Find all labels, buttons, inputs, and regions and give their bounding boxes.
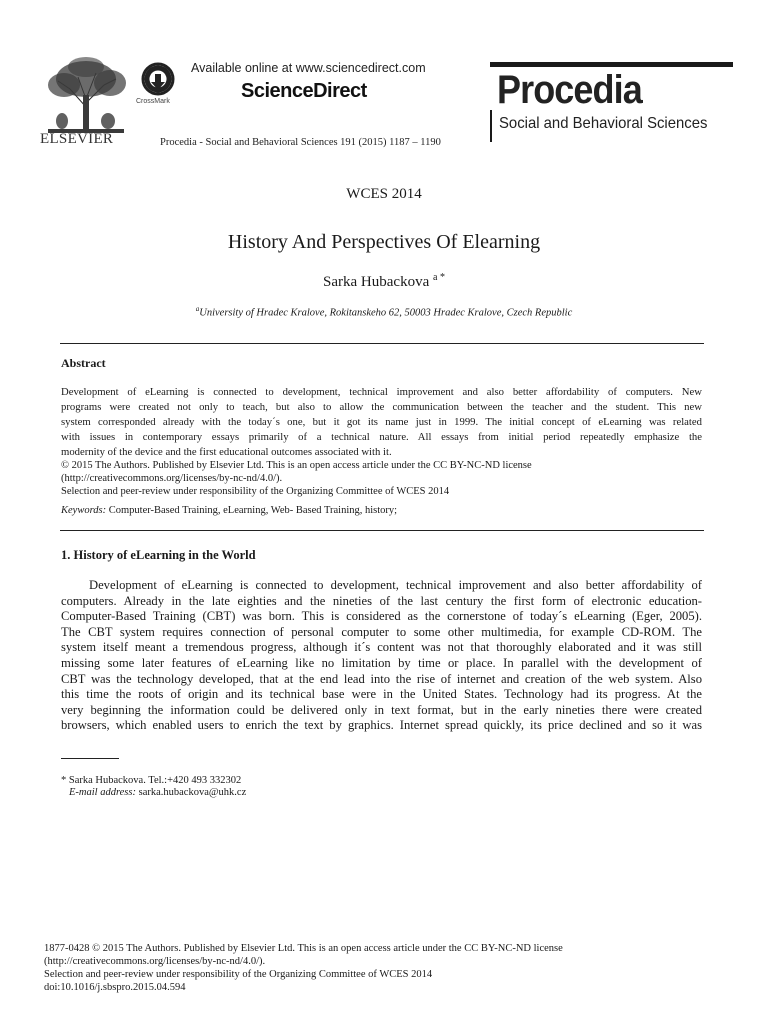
abstract-line: system corresponded already with the today´s one, but it got its name just in 1999. The initial concept of eLearning was related: [61, 416, 702, 428]
abstract-bottom-rule: [60, 530, 704, 531]
paragraph-line: The CBT system requires connection of personal computer to some other multimedia, for example CD-ROM. The: [61, 624, 702, 639]
footnote-contact: * Sarka Hubackova. Tel.:+420 493 332302: [61, 775, 242, 786]
footnote-email-line: [69, 787, 246, 798]
procedia-logo-subtitle: Social and Behavioral Sciences: [499, 115, 708, 132]
paragraph-line: missing some later features of eLearning like no limitation by time or place. In parallel with the development of: [61, 655, 702, 670]
author-name: Sarka Hubackova: [323, 274, 430, 290]
procedia-top-bar: [490, 62, 733, 67]
footer-license-link[interactable]: (http://creativecommons.org/licenses/by-nc-nd/4.0/).: [44, 956, 266, 967]
crossmark-label: CrossMark: [136, 98, 170, 105]
paragraph-line: CBT was the technology developed, that at the end lead into the rise of internet and creation of the web system. Also: [61, 671, 702, 686]
available-online-link[interactable]: Available online at www.sciencedirect.com: [191, 61, 426, 75]
keywords-label: Keywords:: [61, 505, 107, 516]
footer-review: Selection and peer-review under responsibility of the Organizing Committee of WCES 2014: [44, 969, 433, 980]
abstract-body: [61, 385, 702, 460]
publisher-name: ELSEVIER: [40, 131, 114, 147]
paragraph-line: computers. Already in the late eighties and the nineties of the last century the first form of electronic education-: [61, 593, 702, 608]
abstract-line: programs were created not only to teach, but also to allow the communication between the teacher and the student. This new: [61, 401, 702, 413]
email-address[interactable]: sarka.hubackova@uhk.cz: [135, 787, 247, 798]
affiliation-text: University of Hradec Kralove, Rokitanskeho 62, 50003 Hradec Kralove, Czech Republic: [199, 307, 573, 319]
paragraph-line: system itself meant a tremendous progress, although it´s content was not that thoroughly elaborated and it was still: [61, 640, 702, 655]
section-paragraph: [61, 578, 702, 734]
footer-doi[interactable]: doi:10.1016/j.sbspro.2015.04.594: [44, 982, 186, 993]
procedia-side-rule: [490, 110, 492, 142]
journal-citation: Procedia - Social and Behavioral Sciences 191 (2015) 1187 – 1190: [160, 137, 441, 148]
abstract-line: modernity of the device and the first educational outcomes associated with it.: [61, 446, 392, 458]
author-superscript: a *: [433, 272, 445, 283]
footer-license: 1877-0428 © 2015 The Authors. Published by Elsevier Ltd. This is an open access article under the CC BY-NC-ND license: [44, 943, 563, 954]
paragraph-line: Development of eLearning is connected to development, technical improvement and also better affordability of: [89, 578, 702, 592]
elsevier-tree-logo: [40, 55, 132, 135]
paragraph-line: very beginning the information could be delivered only in text format, but in the early nineties there were created: [61, 702, 702, 717]
abstract-top-rule: [60, 343, 704, 344]
procedia-logo-title: Procedia: [497, 68, 642, 112]
page-footer: [44, 942, 563, 994]
abstract-line: Development of eLearning is connected to development, technical improvement and also better affordability of computers. New: [61, 386, 702, 398]
keywords-line: [61, 505, 397, 516]
conference-name: WCES 2014: [346, 186, 422, 202]
copyright-notice: © 2015 The Authors. Published by Elsevier Ltd. This is an open access article under the CC BY-NC-ND license: [61, 460, 532, 471]
footnote-rule: [61, 758, 119, 759]
affiliation-superscript: a: [195, 305, 200, 313]
paragraph-line: this time the roots of origin and its technical base were in the United States. Technology had its progress. At the: [61, 687, 702, 702]
author-line: [0, 272, 768, 291]
abstract-line: with issues in contemporary essays primarily of a technical nature. All essays from initial period repeatedly emphasize the: [61, 431, 702, 443]
sciencedirect-logo[interactable]: ScienceDirect: [241, 80, 367, 102]
license-link[interactable]: (http://creativecommons.org/licenses/by-nc-nd/4.0/).: [61, 473, 283, 484]
section-heading: 1. History of eLearning in the World: [61, 548, 256, 562]
paper-title: History And Perspectives Of Elearning: [227, 231, 541, 253]
paragraph-line: browsers, which enabled users to enrich the text by graphics. Internet spread quickly, its price declined and so it was: [61, 718, 702, 733]
paragraph-line: Computer-Based Training (CBT) was born. This is considered as the cornerstone of today´s eLearning (Eger, 2005).: [61, 609, 702, 624]
abstract-heading: Abstract: [61, 356, 106, 370]
keywords-list: Computer-Based Training, eLearning, Web- Based Training, history;: [106, 505, 398, 516]
peer-review-notice: Selection and peer-review under responsibility of the Organizing Committee of WCES 2014: [61, 486, 450, 497]
email-label: E-mail address:: [69, 787, 136, 798]
affiliation-line: [0, 305, 768, 319]
